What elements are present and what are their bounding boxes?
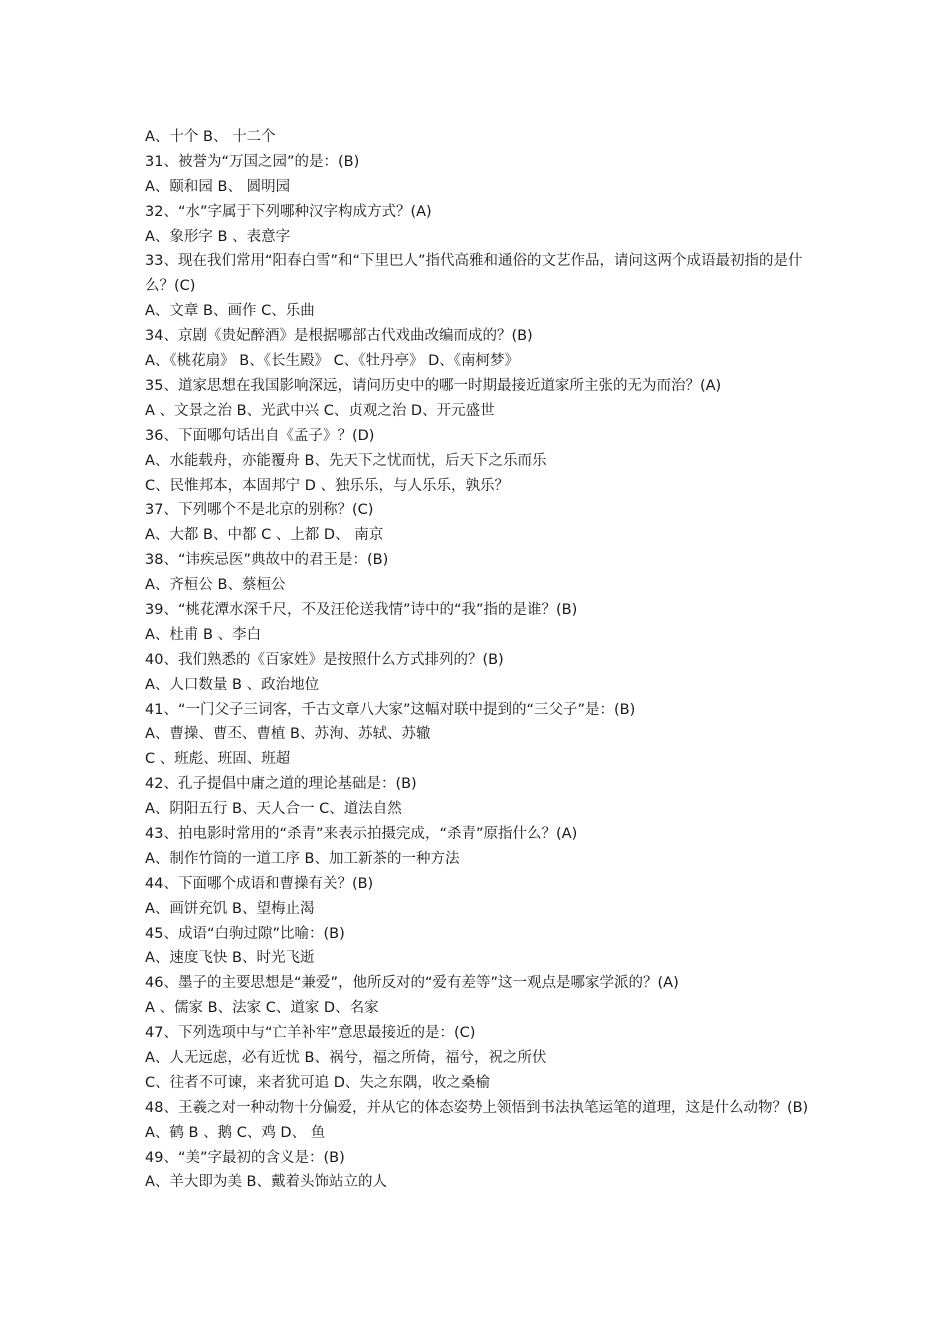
answer-options-37: A、大都 B、中都 C 、上都 D、 南京: [145, 527, 384, 544]
question-35: 35、道家思想在我国影响深远，请问历史中的哪一时期最接近道家所主张的无为而治？(A): [145, 377, 722, 394]
question-37: 37、下列哪个不是北京的别称？(C): [145, 502, 374, 519]
answer-options-33: A、文章 B、画作 C、乐曲: [145, 303, 315, 320]
answer-options-38: A、齐桓公 B、蔡桓公: [145, 577, 286, 594]
answer-options-48: A、鹤 B 、鹅 C、鸡 D、 鱼: [145, 1124, 326, 1141]
answer-options-31: A、颐和园 B、 圆明园: [145, 178, 291, 195]
question-32: 32、“水”字属于下列哪种汉字构成方式？(A): [145, 203, 432, 220]
question-49: 49、“美”字最初的含义是：(B): [145, 1149, 345, 1166]
answer-options-43: A、制作竹筒的一道工序 B、加工新茶的一种方法: [145, 850, 460, 867]
answer-options-40: A、人口数量 B 、政治地位: [145, 676, 320, 693]
answer-options-44: A、画饼充饥 B、望梅止渴: [145, 900, 315, 917]
quiz-text-body: [145, 125, 825, 1195]
answer-options-34: A、《桃花扇》 B、《长生殿》 C、《牡丹亭》 D、《南柯梦》: [145, 353, 519, 370]
question-39: 39、“桃花潭水深千尺，不及汪伦送我情”诗中的“我”指的是谁？(B): [145, 601, 578, 618]
answer-options-47-cd: C、往者不可谏，来者犹可追 D、失之东隅，收之桑榆: [145, 1074, 490, 1091]
answer-options-42: A、阴阳五行 B、天人合一 C、道法自然: [145, 801, 402, 818]
answer-options-35: A 、文景之治 B、光武中兴 C、贞观之治 D、开元盛世: [145, 402, 495, 419]
question-40: 40、我们熟悉的《百家姓》是按照什么方式排列的？(B): [145, 651, 504, 668]
answer-options-45: A、速度飞快 B、时光飞逝: [145, 950, 315, 967]
question-48: 48、王羲之对一种动物十分偏爱，并从它的体态姿势上领悟到书法执笔运笔的道理，这是什么动物？(B): [145, 1099, 809, 1116]
answer-options-30: A、十个 B、 十二个: [145, 129, 276, 145]
question-43: 43、拍电影时常用的“杀青”来表示拍摄完成，“杀青”原指什么？(A): [145, 825, 578, 842]
question-42: 42、孔子提倡中庸之道的理论基础是：(B): [145, 776, 417, 793]
question-46: 46、墨子的主要思想是“兼爱”，他所反对的“爱有差等”这一观点是哪家学派的？(A): [145, 975, 679, 992]
question-33: 33、现在我们常用“阳春白雪”和“下里巴人”指代高雅和通俗的文艺作品，请问这两个成语最初指的是什么？(C): [145, 253, 803, 295]
question-45: 45、成语“白驹过隙”比喻：(B): [145, 925, 345, 942]
answer-options-47-ab: A、人无远虑，必有近忧 B、祸兮，福之所倚，福兮，祝之所伏: [145, 1049, 547, 1066]
answer-options-36-ab: A、水能载舟，亦能覆舟 B、先天下之忧而忧，后天下之乐而乐: [145, 452, 547, 469]
question-41: 41、“一门父子三词客，千古文章八大家”这幅对联中提到的“三父子”是：(B): [145, 701, 636, 718]
question-31: 31、被誉为“万国之园”的是：(B): [145, 153, 360, 170]
question-44: 44、下面哪个成语和曹操有关？(B): [145, 875, 374, 892]
answer-options-41-ab: A、曹操、曹丕、曹植 B、苏洵、苏轼、苏辙: [145, 726, 431, 743]
answer-options-39: A、杜甫 B 、李白: [145, 626, 262, 643]
answer-options-49: A、羊大即为美 B、戴着头饰站立的人: [145, 1174, 387, 1191]
answer-options-41-c: C 、班彪、班固、班超: [145, 751, 291, 768]
question-34: 34、京剧《贵妃醉酒》是根据哪部古代戏曲改编而成的？(B): [145, 328, 533, 345]
answer-options-36-cd: C、民惟邦本，本固邦宁 D 、独乐乐，与人乐乐，孰乐？: [145, 477, 510, 494]
question-38: 38、“讳疾忌医”典故中的君王是：(B): [145, 552, 389, 569]
question-47: 47、下列选项中与“亡羊补牢”意思最接近的是：(C): [145, 1025, 476, 1042]
question-36: 36、下面哪句话出自《孟子》？(D): [145, 427, 375, 444]
answer-options-32: A、象形字 B 、表意字: [145, 228, 291, 245]
answer-options-46: A 、儒家 B、法家 C、道家 D、名家: [145, 1000, 379, 1017]
